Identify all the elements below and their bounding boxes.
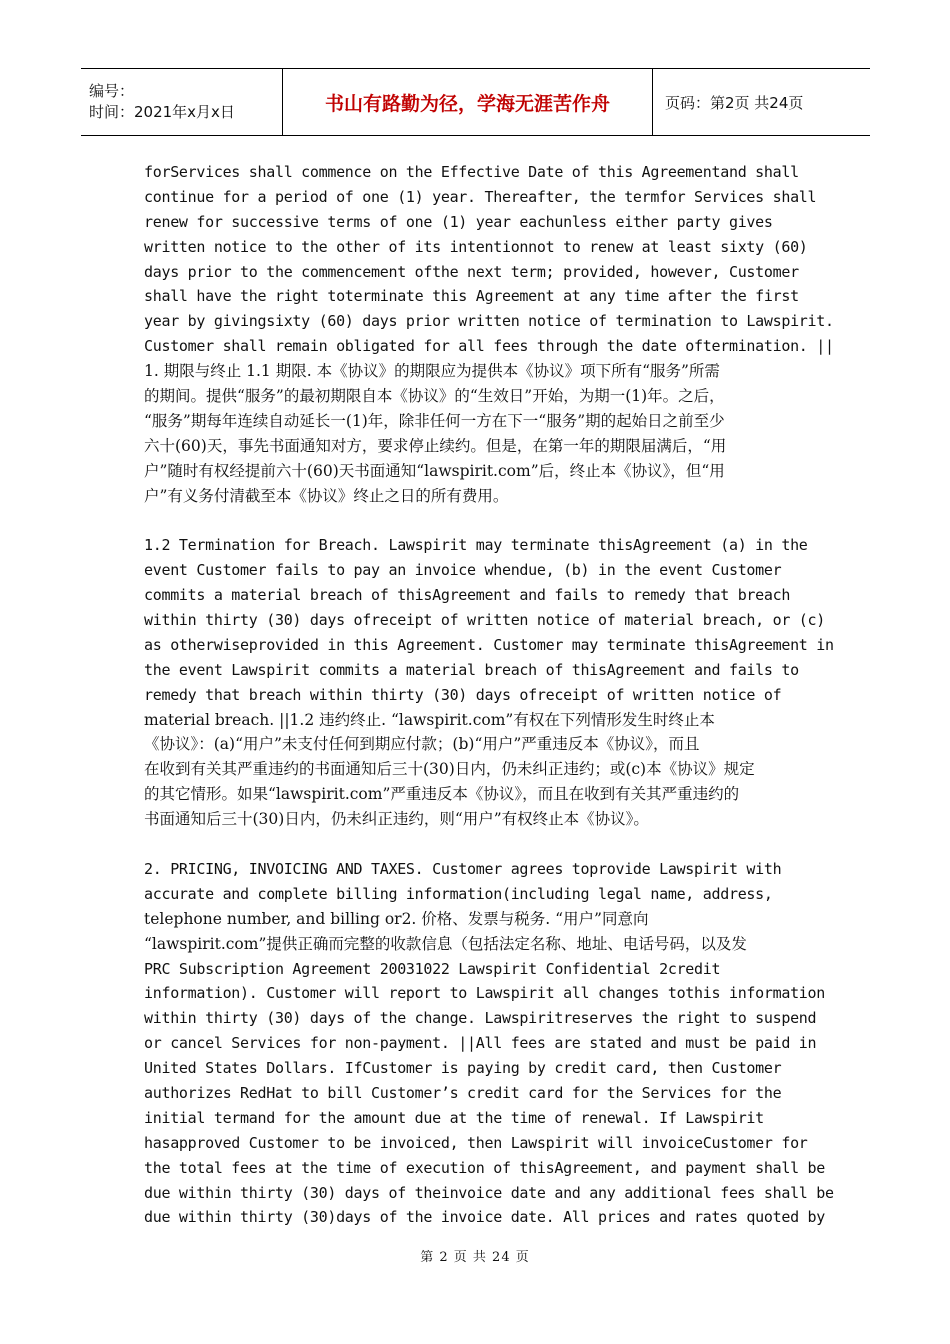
text-line: United States Dollars. IfCustomer is paying by credit card, then Customer — [144, 1059, 782, 1078]
paragraph — [144, 160, 834, 508]
text-line: year by givingsixty (60) days prior written notice of termination to Lawspirit. — [144, 312, 834, 331]
text-line: “服务”期每年连续自动延长一(1)年，除非任何一方在下一“服务”期的起始日之前至少 — [144, 411, 725, 430]
text-line: 户”随时有权经提前六十(60)天书面通知“lawspirit.com”后，终止本《协议》，但“用 — [144, 461, 725, 480]
page-header — [81, 68, 870, 136]
text-line: the event Lawspirit commits a material breach of thisAgreement and fails to — [144, 660, 799, 679]
header-page-info: 页码：第2页 共24页 — [665, 93, 804, 112]
text-line: “lawspirit.com”提供正确而完整的收款信息（包括法定名称、地址、电话号码，以及发 — [144, 934, 747, 953]
text-line: information). Customer will report to Lawspirit all changes tothis information — [144, 984, 826, 1003]
text-line: forServices shall commence on the Effective Date of this Agreementand shall — [144, 163, 799, 181]
text-line: 六十(60)天，事先书面通知对方，要求停止续约。但是，在第一年的期限届满后，“用 — [144, 436, 727, 455]
text-line: 1.2 Termination for Breach. Lawspirit may terminate thisAgreement (a) in the — [144, 536, 808, 555]
text-line: continue for a period of one (1) year. Thereafter, the termfor Services shall — [144, 187, 817, 206]
text-line: hasapproved Customer to be invoiced, then Lawspirit will invoiceCustomer for — [144, 1133, 808, 1152]
header-page-cell — [653, 69, 870, 135]
text-line: within thirty (30) days ofreceipt of written notice of material breach, or (c) — [144, 611, 826, 630]
text-line: 的其它情形。如果“lawspirit.com”严重违反本《协议》，而且在收到有关其严重违约的 — [144, 785, 740, 804]
text-line: 《协议》：(a)“用户”未支付任何到期应付款；(b)“用户”严重违反本《协议》，而且 — [144, 735, 700, 754]
text-line: event Customer fails to pay an invoice whendue, (b) in the event Customer — [144, 561, 782, 580]
text-line: 书面通知后三十(30)日内，仍未纠正违约，则“用户”有权终止本《协议》。 — [144, 810, 649, 829]
text-line: due within thirty (30)days of the invoice date. All prices and rates quoted by — [144, 1208, 826, 1227]
text-line: 2. PRICING, INVOICING AND TAXES. Customer agrees toprovide Lawspirit with — [144, 859, 782, 878]
text-line: days prior to the commencement ofthe next term; provided, however, Customer — [144, 262, 799, 281]
paragraph — [144, 533, 834, 832]
text-line: remedy that breach within thirty (30) days ofreceipt of written notice of — [144, 685, 782, 704]
document-number-label: 编号： — [89, 82, 135, 100]
text-line: PRC Subscription Agreement 20031022 Lawspirit Confidential 2credit — [144, 959, 721, 978]
text-line: commits a material breach of thisAgreement and fails to remedy that breach — [144, 586, 791, 605]
paragraph — [144, 857, 834, 1230]
document-date: 时间：2021年x月x日 — [89, 103, 235, 121]
text-line: initial termand for the amount due at the time of renewal. If Lawspirit — [144, 1108, 764, 1127]
document-body — [144, 160, 834, 1255]
text-line: shall have the right toterminate this Agreement at any time after the first — [144, 287, 799, 306]
text-line: due within thirty (30) days of theinvoice date and any additional fees shall be — [144, 1183, 834, 1202]
text-line: Customer shall remain obligated for all fees through the date oftermination. || — [144, 337, 834, 356]
text-line: authorizes RedHat to bill Customer’s credit card for the Services for the — [144, 1083, 782, 1102]
text-line: written notice to the other of its intentionnot to renew at least sixty (60) — [144, 237, 808, 256]
text-line: telephone number, and billing or2. 价格、发票与税务. “用户”同意向 — [144, 909, 649, 928]
page-footer: 第 2 页 共 24 页 — [420, 1250, 530, 1265]
header-motto: 书山有路勤为径，学海无涯苦作舟 — [324, 92, 610, 115]
text-line: accurate and complete billing information(including legal name, address, — [144, 884, 773, 903]
header-meta — [81, 69, 282, 135]
text-line: as otherwiseprovided in this Agreement. Customer may terminate thisAgreement in — [144, 635, 834, 654]
text-line: 户”有义务付清截至本《协议》终止之日的所有费用。 — [144, 486, 509, 505]
text-line: 的期间。提供“服务”的最初期限自本《协议》的“生效日”开始，为期一(1)年。之后， — [144, 387, 725, 406]
text-line: or cancel Services for non-payment. ||All fees are stated and must be paid in — [144, 1034, 817, 1053]
text-line: renew for successive terms of one (1) year eachunless either party gives — [144, 212, 773, 231]
header-motto-cell — [282, 69, 653, 135]
text-line: 在收到有关其严重违约的书面通知后三十(30)日内，仍未纠正违约；或(c)本《协议》规定 — [144, 760, 755, 779]
text-line: within thirty (30) days of the change. Lawspiritreserves the right to suspend — [144, 1009, 817, 1028]
text-line: 1. 期限与终止 1.1 期限. 本《协议》的期限应为提供本《协议》项下所有“服务”所需 — [144, 362, 720, 381]
text-line: the total fees at the time of execution of thisAgreement, and payment shall be — [144, 1158, 826, 1177]
text-line: material breach. ||1.2 违约终止. “lawspirit.com”有权在下列情形发生时终止本 — [144, 710, 715, 729]
